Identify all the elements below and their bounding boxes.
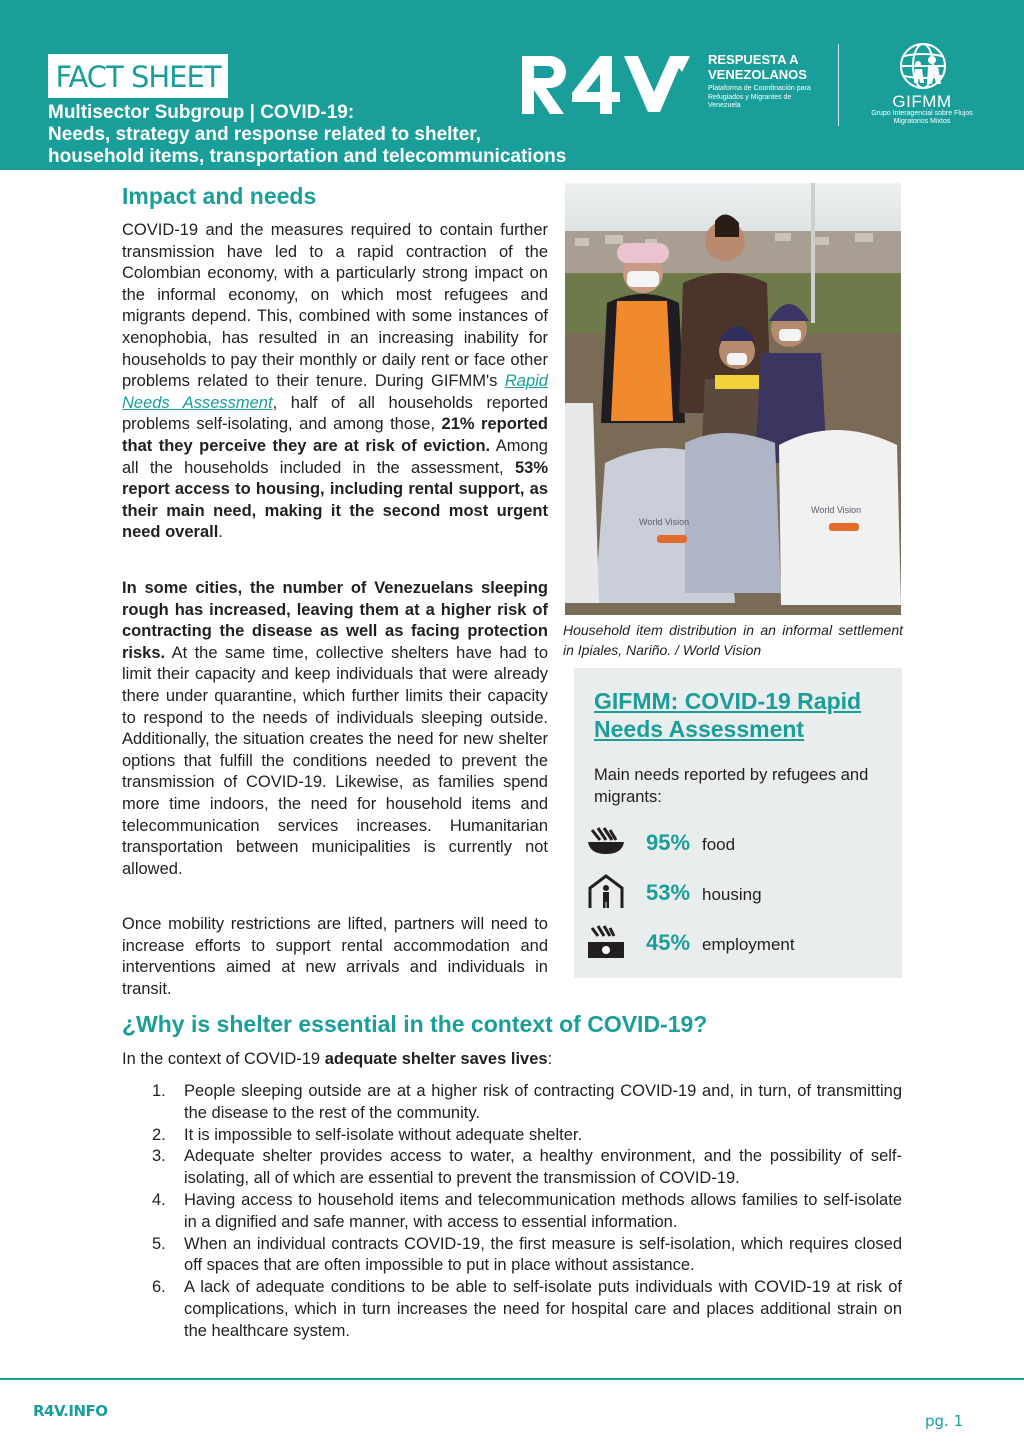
list-item-text: When an individual contracts COVID-19, the first measure is self-isolation, which requires closed off spaces that are often impossible to put in place without assistance. bbox=[184, 1234, 902, 1275]
rna-title-line-1[interactable]: GIFMM: COVID-19 Rapid bbox=[594, 688, 862, 714]
p1-bold-housing: 53% report access to housing, including rental support, as their main need, making it the second most urgent need overall bbox=[122, 458, 548, 542]
housing-icon bbox=[586, 874, 626, 910]
list-item-text: It is impossible to self-isolate without adequate shelter. bbox=[184, 1125, 583, 1144]
p1-text-b: , half of all households reported problems self-isolating, and among those, bbox=[122, 393, 548, 434]
stat-food-pct: 95% bbox=[646, 830, 691, 855]
page-number: pg. 1 bbox=[925, 1412, 964, 1430]
gifmm-globe-icon bbox=[888, 40, 958, 94]
list-item bbox=[152, 1125, 902, 1147]
r4v-title-line-1: RESPUESTA A bbox=[708, 52, 799, 67]
p1-text-d: . bbox=[218, 523, 223, 542]
bag-label: World Vision bbox=[639, 517, 690, 527]
list-item-number: 3. bbox=[152, 1147, 166, 1166]
r4v-title-line-2: VENEZOLANOS bbox=[708, 67, 807, 82]
list-item-text: A lack of adequate conditions to be able to self-isolate puts individuals with COVID-19 at risk of complications, which in turn increases the need for hospital care and places additional strain on the healthcare system. bbox=[184, 1278, 902, 1340]
why-intro-a: In the context of COVID-19 bbox=[122, 1050, 325, 1068]
p1-bold-eviction: 21% reported that they perceive they are at risk of eviction. bbox=[122, 415, 548, 455]
stat-housing-pct: 53% bbox=[646, 880, 691, 905]
impact-paragraph-2 bbox=[122, 578, 548, 880]
list-item bbox=[152, 1277, 902, 1342]
impact-paragraph-1 bbox=[122, 220, 548, 544]
p2-bold: In some cities, the number of Venezuelans sleeping rough has increased, leaving them at a higher risk of contracting the disease as well as facing protection risks. bbox=[122, 579, 548, 662]
employment-icon bbox=[586, 924, 626, 960]
distribution-photo bbox=[565, 183, 901, 615]
gifmm-name: GIFMM bbox=[892, 92, 952, 111]
rna-title-line-2[interactable]: Needs Assessment bbox=[594, 716, 805, 742]
r4v-title bbox=[708, 52, 807, 82]
p1-text-a: COVID-19 and the measures required to contain further transmission have led to a rapid contraction of the Colombian economy, with a particularly strong impact on the informal economy, on which most refugees and migrants depend. This, combined with some instances of xenophobia, has resulted in an increasing inability for households to pay their monthly or daily rent or face other problems related to their tenure. During GIFMM's bbox=[122, 221, 548, 391]
list-item-number: 1. bbox=[152, 1082, 166, 1100]
rapid-needs-assessment-link[interactable]: Rapid Needs Assessment bbox=[122, 372, 548, 412]
why-heading: ¿Why is shelter essential in the context of COVID-19? bbox=[122, 1011, 708, 1037]
gifmm-tagline: Grupo Interagencial sobre Flujos Migratorios Mixtos bbox=[871, 110, 973, 125]
list-item-number: 6. bbox=[152, 1278, 166, 1297]
stat-employment-pct: 45% bbox=[646, 930, 691, 955]
list-item bbox=[152, 1081, 902, 1125]
rna-intro: Main needs reported by refugees and migrants: bbox=[594, 766, 869, 806]
list-item bbox=[152, 1146, 902, 1190]
footer-website-link[interactable]: R4V.INFO bbox=[33, 1402, 108, 1420]
stat-employment-label: employment bbox=[702, 935, 795, 954]
fact-sheet-badge bbox=[48, 54, 228, 98]
why-list bbox=[152, 1081, 902, 1343]
header-banner bbox=[0, 0, 1024, 170]
r4v-logo bbox=[520, 52, 700, 118]
why-intro bbox=[122, 1050, 552, 1069]
list-item bbox=[152, 1190, 902, 1234]
photo-caption: Household item distribution in an informal settlement in Ipiales, Nariño. / World Vision bbox=[563, 622, 903, 658]
why-intro-b: : bbox=[547, 1050, 553, 1068]
list-item-number: 4. bbox=[152, 1190, 166, 1209]
subtitle-line-2: Needs, strategy and response related to shelter, bbox=[48, 124, 481, 145]
list-item bbox=[152, 1234, 902, 1278]
impact-paragraph-3: Once mobility restrictions are lifted, partners will need to increase efforts to support rental accommodation and interventions aimed at new arrivals and individuals in transit. bbox=[122, 915, 548, 998]
food-icon bbox=[586, 824, 626, 860]
subtitle-line-1: Multisector Subgroup | COVID-19: bbox=[48, 102, 355, 123]
bag-label-2: World Vision bbox=[811, 505, 862, 515]
list-item-number: 5. bbox=[152, 1234, 166, 1253]
list-item-text: People sleeping outside are at a higher risk of contracting COVID-19 and, in turn, of transmitting the disease to the rest of the community. bbox=[184, 1082, 902, 1122]
why-intro-bold: adequate shelter saves lives bbox=[324, 1050, 548, 1068]
subtitle-line-3: household items, transportation and telecommunications bbox=[48, 146, 567, 167]
p1-text-c: Among all the households included in the assessment, bbox=[122, 436, 548, 477]
stat-row-food bbox=[586, 824, 886, 860]
stat-row-employment bbox=[586, 924, 886, 960]
stat-food-label: food bbox=[702, 835, 736, 854]
list-item-text: Adequate shelter provides access to water, a healthy environment, and the possibility of self-isolating, all of which are essential to prevent the transmission of COVID-19. bbox=[184, 1147, 902, 1188]
fact-sheet-label: FACT SHEET bbox=[55, 60, 221, 94]
impact-heading: Impact and needs bbox=[122, 183, 317, 209]
p2-text: At the same time, collective shelters have had to limit their capacity and keep individuals that were already there under quarantine, which further limits their capacity to respond to the needs of individuals sleeping outside. Additionally, the situation creates the need for new shelter options that fulfill the conditions needed to prevent the transmission of COVID-19. Likewise, as families spend more time indoors, the need for household items and telecommunication services increases. Humanitarian transportation between municipalities is currently not allowed. bbox=[122, 643, 548, 878]
header-divider bbox=[838, 44, 839, 126]
footer-divider bbox=[0, 1378, 1024, 1380]
stat-row-housing bbox=[586, 874, 886, 910]
stat-housing-label: housing bbox=[702, 885, 762, 904]
r4v-tagline: Plataforma de Coordinación para Refugiados y Migrantes de Venezuela bbox=[708, 85, 811, 109]
list-item-number: 2. bbox=[152, 1125, 166, 1144]
list-item-text: Having access to household items and telecommunication methods allows families to self-isolate in a dignified and safe manner, with access to essential information. bbox=[184, 1190, 902, 1231]
